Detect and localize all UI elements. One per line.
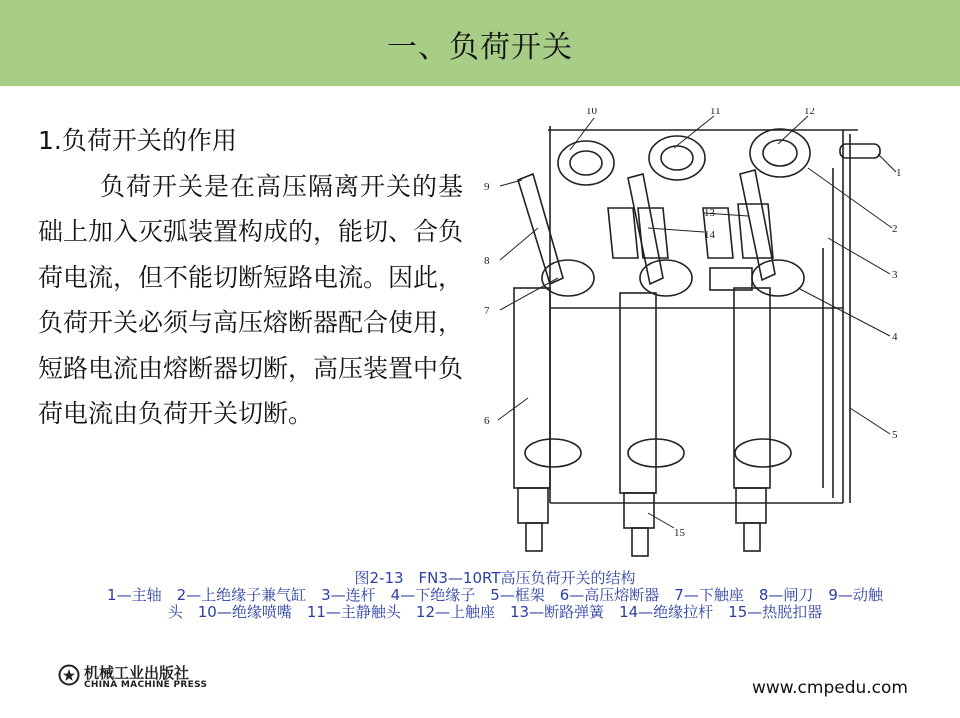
section-heading: 1.负荷开关的作用: [38, 126, 237, 155]
blade-1: [518, 174, 563, 284]
publisher-name-en: CHINA MACHINE PRESS: [84, 680, 208, 690]
callout-5: 5: [892, 429, 898, 441]
fuse-tube-3: [734, 288, 770, 488]
callout-1: 1: [896, 167, 902, 179]
upper-insulator-1: [558, 141, 614, 185]
callout-7: 7: [484, 305, 490, 317]
callout-4: 4: [892, 331, 898, 343]
callout-13: 13: [704, 207, 715, 219]
load-switch-diagram: [478, 108, 918, 570]
website-url: www.cmpedu.com: [752, 678, 908, 698]
upper-insulator-3: [750, 129, 810, 177]
body-paragraph: 负荷开关是在高压隔离开关的基础上加入灭弧装置构成的，能切、合负荷电流，但不能切断短路电流。因此，负荷开关必须与高压熔断器配合使用，短路电流由熔断器切断，高压装置中负荷电流由负荷开关切断。: [38, 171, 464, 428]
caption-title: 图2-13 FN3—10RT高压负荷开关的结构: [354, 569, 636, 587]
callout-9: 9: [484, 181, 490, 193]
publisher-seal-icon: [58, 664, 80, 686]
shaft-end: [840, 144, 880, 158]
callout-15: 15: [674, 527, 685, 539]
callout-10: 10: [586, 108, 597, 117]
upper-insulator-2: [649, 136, 705, 180]
publisher-logo: [58, 662, 218, 692]
callout-3: 3: [892, 269, 898, 281]
callout-6: 6: [484, 415, 490, 427]
caption-legend: 1—主轴 2—上绝缘子兼气缸 3—连杆 4—下绝缘子 5—框架 6—高压熔断器 7—下触座 8—闸刀 9—动触头 10—绝缘喷嘴 11—主静触头 12—上触座 13—断路弹簧 14—绝缘拉杆 15—热脱扣器: [107, 586, 883, 621]
title-bar: [0, 0, 960, 86]
callout-11: 11: [710, 108, 721, 117]
callout-14: 14: [704, 229, 715, 241]
fuse-tube-1: [514, 288, 550, 488]
figure-caption: [100, 570, 890, 621]
publisher-name-cn: 机械工业出版社: [84, 664, 190, 682]
callout-2: 2: [892, 223, 898, 235]
slide-title: 一、负荷开关: [387, 30, 573, 65]
body-text: [38, 118, 463, 437]
callout-8: 8: [484, 255, 490, 267]
callout-12: 12: [804, 108, 815, 117]
